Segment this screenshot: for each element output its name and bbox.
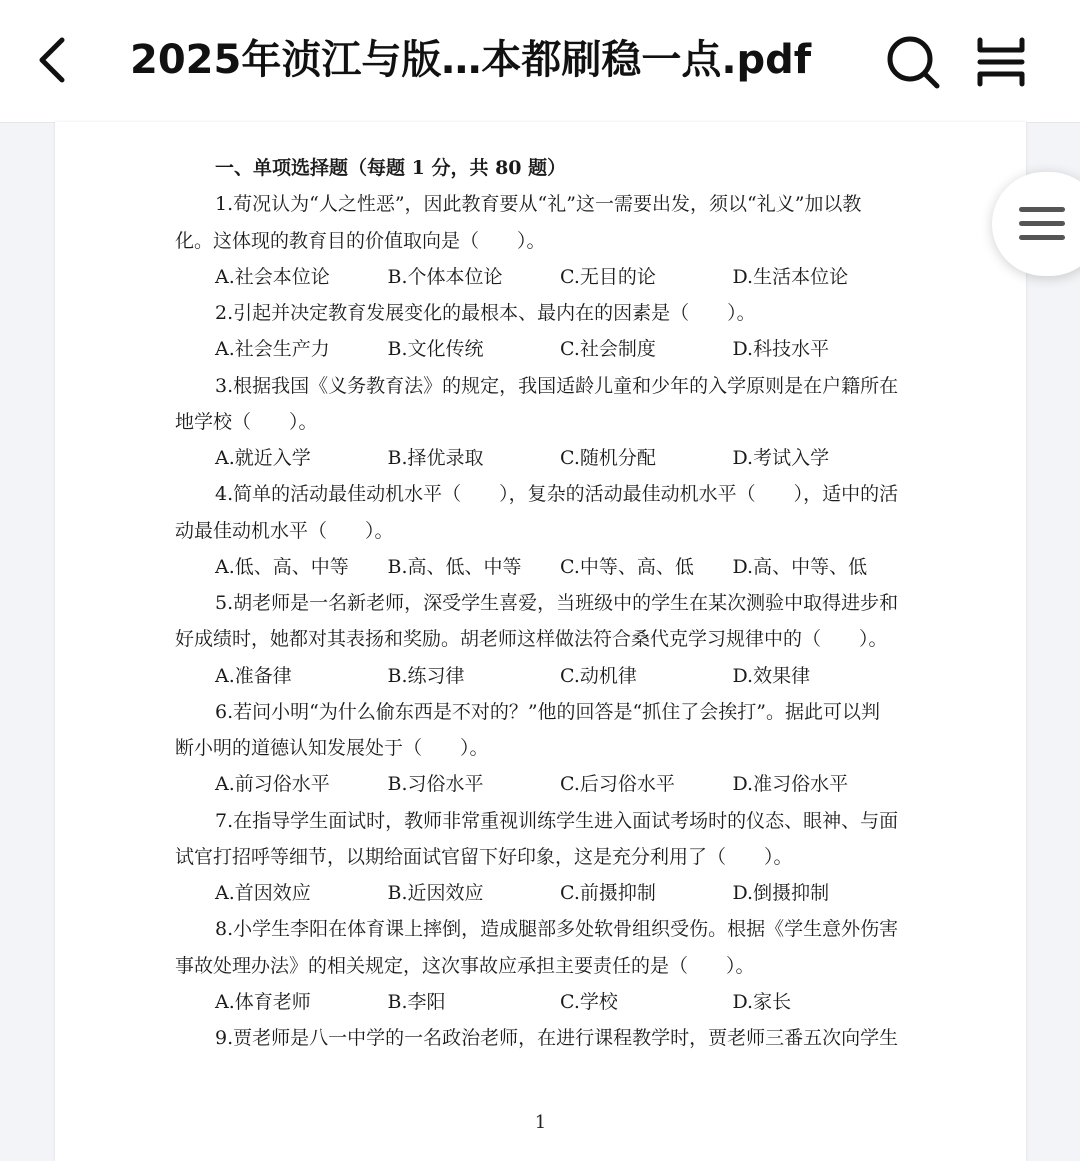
page-layout-button[interactable] <box>972 34 1030 90</box>
search-button[interactable] <box>884 33 942 91</box>
question-text: 4.简单的活动最佳动机水平（ ），复杂的活动最佳动机水平（ ），适中的活 <box>215 483 899 506</box>
answer-option: D.准习俗水平 <box>732 773 849 796</box>
question-text-continued: 事故处理办法》的相关规定，这次事故应承担主要责任的是（ ）。 <box>175 954 755 977</box>
document-body <box>175 150 905 1056</box>
answer-option: C.动机律 <box>560 664 637 687</box>
question-text: 2.引起并决定教育发展变化的最根本、最内在的因素是（ ）。 <box>215 302 756 324</box>
document-title: 2025年浈江与版…本都刷稳一点.pdf <box>130 37 812 83</box>
answer-option: A.就近入学 <box>215 447 311 469</box>
answer-option: D.生活本位论 <box>732 265 849 288</box>
hamburger-menu-icon <box>992 172 1080 276</box>
answer-option: D.科技水平 <box>732 338 830 361</box>
answer-option: B.李阳 <box>387 990 446 1013</box>
answer-option: B.高、低、中等 <box>387 555 522 578</box>
chevron-left-icon <box>30 30 78 90</box>
options-row <box>175 440 905 476</box>
answer-option: A.社会本位论 <box>215 265 330 288</box>
question-text-continued: 好成绩时，她都对其表扬和奖励。胡老师这样做法符合桑代克学习规律中的（ ）。 <box>175 628 888 651</box>
answer-option: B.个体本位论 <box>387 265 503 288</box>
question-text-continued: 地学校（ ）。 <box>175 410 318 433</box>
answer-option: A.准备律 <box>215 664 292 687</box>
section-title: 一、单项选择题（每题 1 分，共 80 题） <box>215 157 567 179</box>
answer-option: B.练习律 <box>387 664 465 687</box>
question-text-continued: 动最佳动机水平（ ）。 <box>175 519 394 542</box>
question-text: 9.贾老师是八一中学的一名政治老师，在进行课程教学时，贾老师三番五次向学生 <box>215 1027 899 1049</box>
answer-option: D.效果律 <box>732 664 811 687</box>
answer-option: A.首因效应 <box>215 882 311 904</box>
options-row <box>175 984 905 1020</box>
answer-option: C.无目的论 <box>560 265 656 288</box>
search-icon <box>884 33 942 91</box>
answer-option: A.社会生产力 <box>215 338 330 361</box>
answer-option: C.前摄抑制 <box>560 882 656 904</box>
answer-option: D.考试入学 <box>732 447 830 469</box>
question-text: 7.在指导学生面试时，教师非常重视训练学生进入面试考场时的仪态、眼神、与面 <box>215 809 899 832</box>
question-text: 8.小学生李阳在体育课上摔倒，造成腿部多处软骨组织受伤。根据《学生意外伤害 <box>215 918 899 941</box>
question-text-continued: 试官打招呼等细节，以期给面试官留下好印象，这是充分利用了（ ）。 <box>175 845 793 868</box>
answer-option: C.社会制度 <box>560 338 656 361</box>
answer-option: B.近因效应 <box>387 882 484 904</box>
answer-option: D.家长 <box>732 990 792 1013</box>
options-row <box>175 259 905 295</box>
answer-option: D.高、中等、低 <box>732 555 868 578</box>
answer-option: C.学校 <box>560 990 618 1013</box>
question-text: 6.若问小明“为什么偷东西是不对的？”他的回答是“抓住了会挨打”。据此可以判 <box>215 700 880 723</box>
page-layout-icon <box>972 34 1030 90</box>
question-text: 1.荀况认为“人之性恶”，因此教育要从“礼”这一需要出发，须以“礼义”加以教 <box>215 193 862 216</box>
options-row <box>175 658 905 694</box>
answer-option: B.习俗水平 <box>387 773 484 796</box>
top-bar <box>0 0 1080 123</box>
answer-option: C.中等、高、低 <box>560 555 694 578</box>
question-text: 3.根据我国《义务教育法》的规定，我国适龄儿童和少年的入学原则是在户籍所在 <box>215 374 899 397</box>
question-text: 5.胡老师是一名新老师，深受学生喜爱，当班级中的学生在某次测验中取得进步和 <box>215 592 899 614</box>
options-row <box>175 331 905 367</box>
question-text-continued: 化。这体现的教育目的价值取向是（ ）。 <box>175 229 546 252</box>
question-text-continued: 断小明的道德认知发展处于（ ）。 <box>175 737 489 759</box>
answer-option: A.低、高、中等 <box>215 555 349 578</box>
answer-option: B.文化传统 <box>387 338 484 361</box>
options-row <box>175 549 905 585</box>
options-row <box>175 766 905 802</box>
answer-option: D.倒摄抑制 <box>732 882 830 904</box>
page-number: 1 <box>534 1112 547 1133</box>
answer-option: B.择优录取 <box>387 447 484 469</box>
back-button[interactable] <box>30 30 78 90</box>
answer-option: C.随机分配 <box>560 447 656 469</box>
pdf-page <box>55 122 1026 1161</box>
answer-option: A.前习俗水平 <box>215 773 330 796</box>
floating-menu-button[interactable] <box>992 172 1080 276</box>
answer-option: C.后习俗水平 <box>560 773 675 796</box>
answer-option: A.体育老师 <box>215 990 311 1013</box>
options-row <box>175 875 905 911</box>
